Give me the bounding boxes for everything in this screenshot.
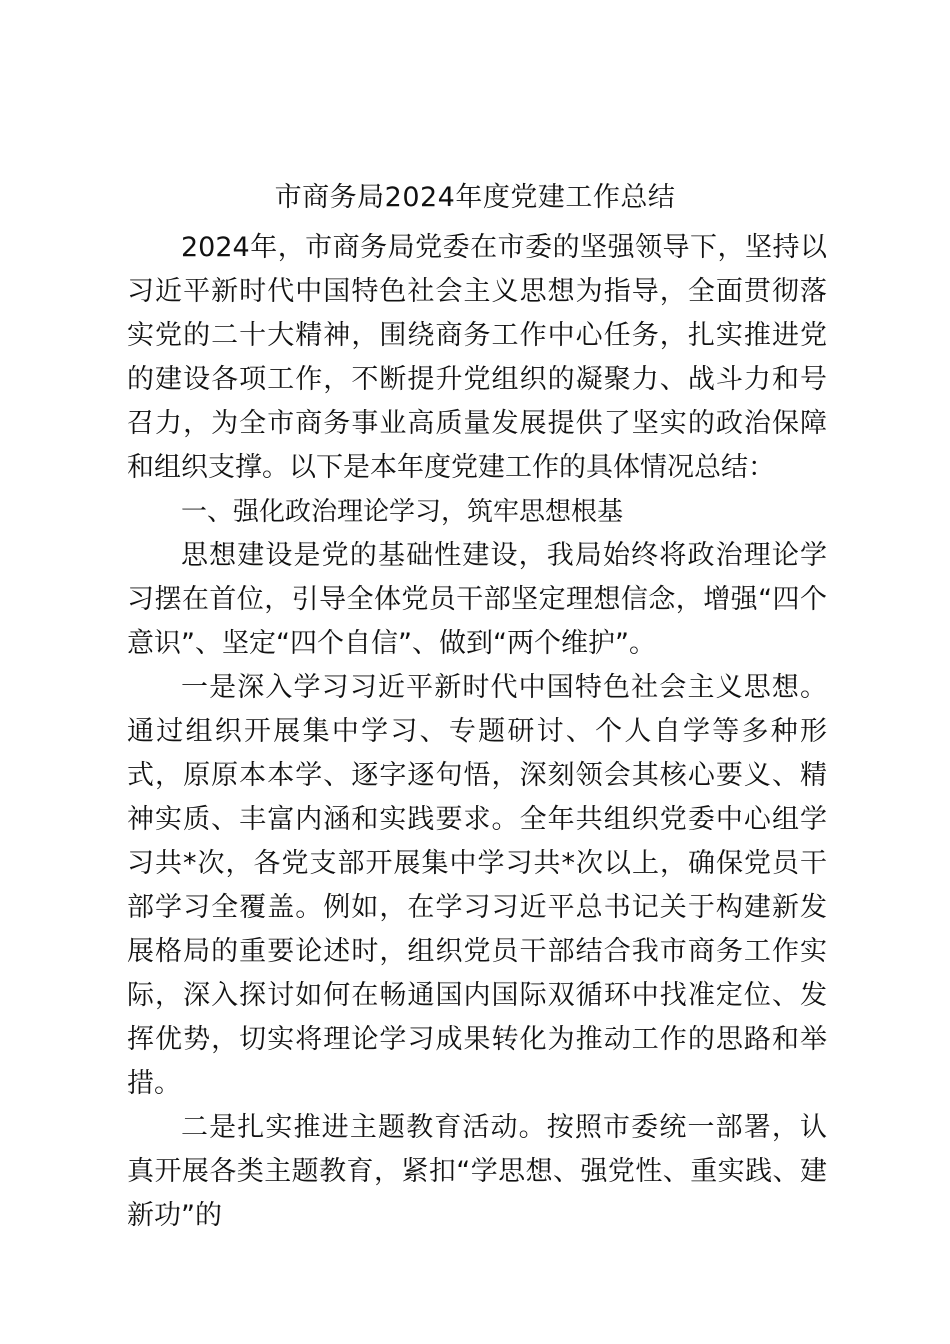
section-1-paragraph-3: 二是扎实推进主题教育活动。按照市委统一部署，认真开展各类主题教育，紧扣“学思想、强党性、重实践、建新功”的 <box>127 1112 827 1231</box>
section-1-paragraph-1: 思想建设是党的基础性建设，我局始终将政治理论学习摆在首位，引导全体党员干部坚定理想信念，增强“四个意识”、坚定“四个自信”、做到“两个维护”。 <box>127 540 827 659</box>
document-body <box>127 226 827 1238</box>
intro-paragraph: 2024年，市商务局党委在市委的坚强领导下，坚持以习近平新时代中国特色社会主义思想为指导，全面贯彻落实党的二十大精神，围绕商务工作中心任务，扎实推进党的建设各项工作，不断提升党组织的凝聚力、战斗力和号召力，为全市商务事业高质量发展提供了坚实的政治保障和组织支撑。以下是本年度党建工作的具体情况总结： <box>127 232 827 483</box>
section-1-paragraph-2: 一是深入学习习近平新时代中国特色社会主义思想。通过组织开展集中学习、专题研讨、个人自学等多种形式，原原本本学、逐字逐句悟，深刻领会其核心要义、精神实质、丰富内涵和实践要求。全年共组织党委中心组学习共*次，各党支部开展集中学习共*次以上，确保党员干部学习全覆盖。例如，在学习习近平总书记关于构建新发展格局的重要论述时，组织党员干部结合我市商务工作实际，深入探讨如何在畅通国内国际双循环中找准定位、发挥优势，切实将理论学习成果转化为推动工作的思路和举措。 <box>127 672 827 1099</box>
document-title: 市商务局2024年度党建工作总结 <box>274 182 676 213</box>
section-heading-1: 一、强化政治理论学习，筑牢思想根基 <box>181 497 624 527</box>
